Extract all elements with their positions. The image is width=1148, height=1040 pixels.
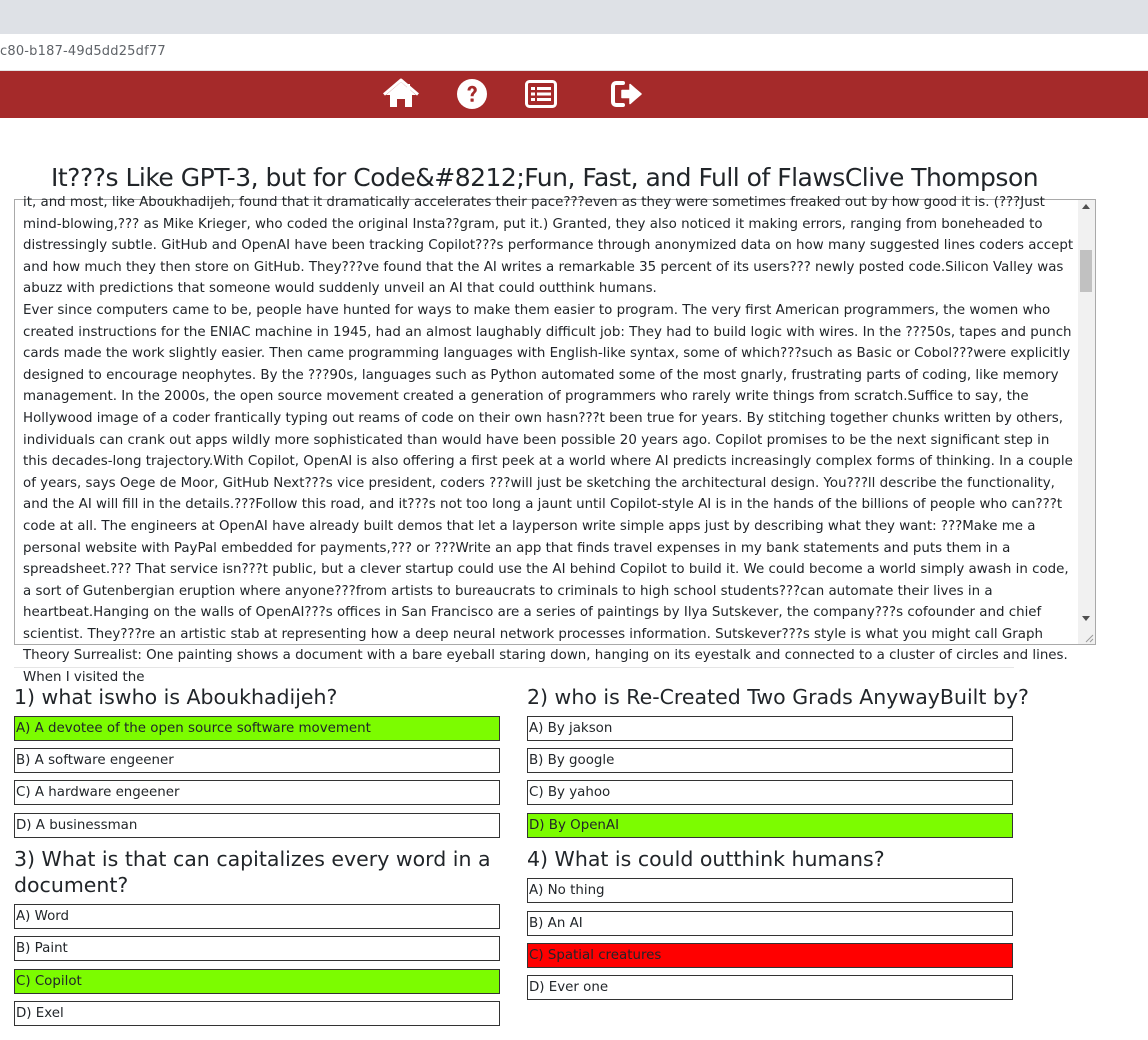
scroll-down-arrow-icon[interactable]	[1082, 616, 1090, 621]
q4-option-c[interactable]: C) Spatial creatures	[527, 943, 1013, 968]
q3-option-d[interactable]: D) Exel	[14, 1001, 500, 1026]
sign-out-icon[interactable]	[609, 78, 645, 110]
article-paragraph-2: Ever since computers came to be, people have hunted for ways to make them easier to program. The very first American programmers, the women who created instructions for the ENIAC machine in 1945, had an almost laughably difficult job: They had to build logic with wires. In the ???50s, tapes and punch cards made the work slightly easier. Then came programming languages with English-like syntax, some of which???such as Basic or Cobol???were explicitly designed to encourage neophytes. By the ???90s, languages such as Python automated some of the most gnarly, frustrating parts of coding, like memory management. In the 2000s, the open source movement created a generation of programmers who rarely write things from scratch.Suffice to say, the Hollywood image of a coder frantically typing out reams of code on their own hasn???t been true for years. By stitching together chunks written by others, individuals can crank out apps wildly more sophisticated than would have been possible 20 years ago. Copilot promises to be the next significant step in this decades-long trajectory.With Copilot, OpenAI is also offering a first peek at a world where AI predicts increasingly complex forms of thinking. In a couple of years, says Oege de Moor, GitHub Next???s vice president, coders ???will just be sketching the architectural design. You???ll describe the functionality, and the AI will fill in the details.???Follow this road, and it???s not too long a jaunt until Copilot-style AI is in the hands of the billions of people who can???t code at all. The engineers at OpenAI have already built demos that let a layperson write simple apps just by describing what they want: ???Make me a personal website with PayPal embedded for payments,??? or ???Write an app that finds travel expenses in my bank statements and puts them in a spreadsheet.??? That service isn???t public, but a clever startup could use the AI behind Copilot to build it. We could become a world simply awash in code, a sort of Gutenbergian eruption where anyone???from artists to bureaucrats to criminals to high school students???can automate their lives in a heartbeat.Hanging on the walls of OpenAI???s offices in San Francisco are a series of paintings by Ilya Sutskever, the company???s cofounder and chief scientist. They???re an artistic stab at representing how a deep neural network processes information. Sutskever???s style is what you might call Graph Theory Surrealist: One painting shows a document with a bare eyeball staring down, hanging on its eyestalk and connected to a cluster of circles and lines. When I visited the	[23, 302, 1073, 686]
q2-option-b[interactable]: B) By google	[527, 748, 1013, 773]
question-3: 3) What is that can capitalizes every word in a document?	[14, 847, 491, 897]
q1-option-a[interactable]: A) A devotee of the open source software movement	[14, 716, 500, 741]
question-1: 1) what iswho is Aboukhadijeh?	[14, 685, 338, 709]
article-title: It???s Like GPT-3, but for Code&#8212;Fun, Fast, and Full of FlawsClive Thompson	[51, 163, 1039, 192]
q4-option-b[interactable]: B) An AI	[527, 911, 1013, 936]
browser-address-bar[interactable]	[0, 34, 1148, 71]
scroll-up-arrow-icon[interactable]	[1082, 204, 1090, 209]
question-2: 2) who is Re-Created Two Grads AnywayBuilt by?	[527, 685, 1029, 709]
browser-tab-strip	[0, 0, 1148, 34]
q2-option-c[interactable]: C) By yahoo	[527, 780, 1013, 805]
q2-option-a[interactable]: A) By jakson	[527, 716, 1013, 741]
q3-option-b[interactable]: B) Paint	[14, 936, 500, 961]
resize-grip-icon[interactable]	[1084, 633, 1094, 643]
home-icon[interactable]	[383, 78, 419, 110]
article-textarea[interactable]	[14, 195, 1096, 686]
q3-option-a[interactable]: A) Word	[14, 904, 500, 929]
address-url-text[interactable]: c80-b187-49d5dd25df77	[0, 44, 166, 59]
question-4: 4) What is could outthink humans?	[527, 847, 885, 871]
scroll-thumb[interactable]	[1080, 250, 1092, 292]
q1-option-d[interactable]: D) A businessman	[14, 813, 500, 838]
q1-option-b[interactable]: B) A software engeener	[14, 748, 500, 773]
list-icon[interactable]	[523, 78, 559, 110]
q2-option-d[interactable]: D) By OpenAI	[527, 813, 1013, 838]
article-paragraph-1: it, and most, like Aboukhadijeh, found that it dramatically accelerates their pace???even as they were sometimes freaked out by how good it is. (???Just mind-blowing,??? as Mike Krieger, who coded the original Insta??gram, put it.) Granted, they also noticed it making errors, ranging from boneheaded to distressingly subtle. GitHub and OpenAI have been tracking Copilot???s performance through anonymized data on how many suggested lines coders accept and how much they then store on GitHub. They???ve found that the AI writes a remarkable 35 percent of its users??? newly posted code.Silicon Valley was abuzz with predictions that someone would suddenly unveil an AI that could outthink humans.	[23, 195, 1074, 297]
q1-option-c[interactable]: C) A hardware engeener	[14, 780, 500, 805]
article-scrollbar[interactable]	[1078, 200, 1095, 644]
top-navbar	[0, 71, 1148, 118]
section-divider	[14, 667, 1014, 668]
q3-option-c[interactable]: C) Copilot	[14, 969, 500, 994]
help-icon[interactable]	[454, 78, 490, 110]
q4-option-a[interactable]: A) No thing	[527, 878, 1013, 903]
q4-option-d[interactable]: D) Ever one	[527, 975, 1013, 1000]
article-text	[23, 192, 1075, 689]
